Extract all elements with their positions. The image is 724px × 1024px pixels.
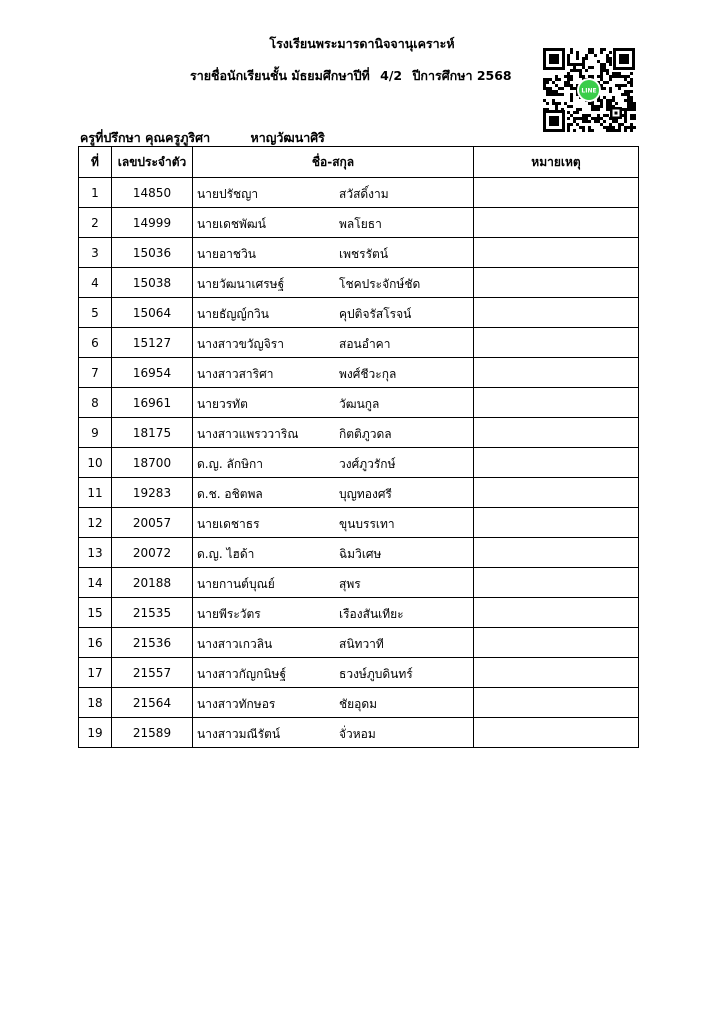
row-number: 19 bbox=[79, 718, 112, 748]
note-cell bbox=[474, 688, 639, 718]
table-row bbox=[79, 598, 639, 628]
student-id: 15038 bbox=[112, 268, 193, 298]
first-name: นายกานต์บุณย์ bbox=[197, 577, 275, 591]
row-number: 8 bbox=[79, 388, 112, 418]
table-row bbox=[79, 448, 639, 478]
last-name: สอนอำคา bbox=[339, 337, 391, 351]
student-id: 18700 bbox=[112, 448, 193, 478]
student-name-cell bbox=[193, 538, 474, 568]
note-cell bbox=[474, 238, 639, 268]
table-row bbox=[79, 538, 639, 568]
header-student-id: เลขประจำตัว bbox=[112, 147, 193, 178]
first-name: นางสาวขวัญจิรา bbox=[197, 337, 284, 351]
first-name: นายเดชาธร bbox=[197, 517, 260, 531]
last-name: คุปติจรัสโรจน์ bbox=[339, 307, 412, 321]
first-name: ด.ญ. ลักษิกา bbox=[197, 457, 263, 471]
student-name-cell bbox=[193, 238, 474, 268]
row-number: 1 bbox=[79, 178, 112, 208]
student-id: 21536 bbox=[112, 628, 193, 658]
student-id: 14999 bbox=[112, 208, 193, 238]
row-number: 13 bbox=[79, 538, 112, 568]
last-name: กิตติภูวดล bbox=[339, 427, 392, 441]
student-name-cell bbox=[193, 178, 474, 208]
first-name: ด.ญ. ไฮด้า bbox=[197, 547, 255, 561]
note-cell bbox=[474, 598, 639, 628]
first-name: ด.ช. อชิตพล bbox=[197, 487, 263, 501]
note-cell bbox=[474, 298, 639, 328]
row-number: 4 bbox=[79, 268, 112, 298]
table-row bbox=[79, 268, 639, 298]
note-cell bbox=[474, 268, 639, 298]
first-name: นางสาวกัญกนิษฐ์ bbox=[197, 667, 287, 681]
last-name: ฉิมวิเศษ bbox=[339, 547, 382, 561]
student-id: 15127 bbox=[112, 328, 193, 358]
student-id: 18175 bbox=[112, 418, 193, 448]
table-row bbox=[79, 568, 639, 598]
note-cell bbox=[474, 628, 639, 658]
student-name-cell bbox=[193, 718, 474, 748]
student-name-cell bbox=[193, 328, 474, 358]
note-cell bbox=[474, 388, 639, 418]
student-id: 16954 bbox=[112, 358, 193, 388]
last-name: จั่วหอม bbox=[339, 727, 376, 741]
academic-year: ปีการศึกษา 2568 bbox=[412, 68, 512, 83]
table-row bbox=[79, 478, 639, 508]
row-number: 5 bbox=[79, 298, 112, 328]
student-table bbox=[78, 146, 639, 748]
header-name: ชื่อ-สกุล bbox=[193, 147, 474, 178]
last-name: สุพร bbox=[339, 577, 361, 591]
last-name: โชคประจักษ์ชัด bbox=[339, 277, 421, 291]
class-number: 4/2 bbox=[380, 68, 403, 83]
student-name-cell bbox=[193, 268, 474, 298]
note-cell bbox=[474, 328, 639, 358]
student-name-cell bbox=[193, 358, 474, 388]
last-name: วัฒนกูล bbox=[339, 397, 380, 411]
student-id: 20057 bbox=[112, 508, 193, 538]
last-name: ธวงษ์ภูบดินทร์ bbox=[339, 667, 413, 681]
table-row bbox=[79, 238, 639, 268]
row-number: 7 bbox=[79, 358, 112, 388]
note-cell bbox=[474, 208, 639, 238]
table-row bbox=[79, 718, 639, 748]
row-number: 2 bbox=[79, 208, 112, 238]
row-number: 12 bbox=[79, 508, 112, 538]
note-cell bbox=[474, 358, 639, 388]
advisor-line bbox=[80, 128, 325, 148]
last-name: ขุนบรรเทา bbox=[339, 517, 395, 531]
note-cell bbox=[474, 448, 639, 478]
last-name: เรืองสันเทียะ bbox=[339, 607, 404, 621]
note-cell bbox=[474, 478, 639, 508]
advisor-last-name: หาญวัฒนาศิริ bbox=[250, 130, 325, 145]
school-name: โรงเรียนพระมารดานิจจานุเคราะห์ bbox=[269, 36, 455, 51]
student-name-cell bbox=[193, 598, 474, 628]
first-name: นายวัฒนาเศรษฐ์ bbox=[197, 277, 285, 291]
header-note: หมายเหตุ bbox=[474, 147, 639, 178]
student-name-cell bbox=[193, 448, 474, 478]
table-row bbox=[79, 358, 639, 388]
note-cell bbox=[474, 418, 639, 448]
student-id: 14850 bbox=[112, 178, 193, 208]
table-row bbox=[79, 688, 639, 718]
table-row bbox=[79, 208, 639, 238]
last-name: พลโยธา bbox=[339, 217, 382, 231]
student-name-cell bbox=[193, 388, 474, 418]
advisor-first-name: คุณครูภูริศา bbox=[145, 130, 211, 145]
table-row bbox=[79, 178, 639, 208]
last-name: ชัยอุดม bbox=[339, 697, 378, 711]
first-name: นางสาวแพรววาริณ bbox=[197, 427, 299, 441]
student-id: 20072 bbox=[112, 538, 193, 568]
student-id: 21589 bbox=[112, 718, 193, 748]
header-no: ที่ bbox=[79, 147, 112, 178]
row-number: 10 bbox=[79, 448, 112, 478]
last-name: พงศ์ชีวะกุล bbox=[339, 367, 397, 381]
note-cell bbox=[474, 658, 639, 688]
student-id: 21564 bbox=[112, 688, 193, 718]
row-number: 16 bbox=[79, 628, 112, 658]
student-name-cell bbox=[193, 298, 474, 328]
student-name-cell bbox=[193, 208, 474, 238]
first-name: นายปรัชญา bbox=[197, 187, 259, 201]
first-name: นายธัญญ์กวิน bbox=[197, 307, 269, 321]
student-id: 21557 bbox=[112, 658, 193, 688]
first-name: นายอาชวิน bbox=[197, 247, 257, 261]
student-id: 16961 bbox=[112, 388, 193, 418]
first-name: นางสาวเกวลิน bbox=[197, 637, 273, 651]
table-header-row bbox=[79, 147, 639, 178]
student-id: 15064 bbox=[112, 298, 193, 328]
note-cell bbox=[474, 538, 639, 568]
line-badge-label: LINE bbox=[581, 87, 597, 95]
first-name: นายพีระวัตร bbox=[197, 607, 261, 621]
row-number: 15 bbox=[79, 598, 112, 628]
row-number: 9 bbox=[79, 418, 112, 448]
table-row bbox=[79, 628, 639, 658]
note-cell bbox=[474, 508, 639, 538]
table-row bbox=[79, 658, 639, 688]
class-list-title bbox=[190, 66, 518, 86]
student-name-cell bbox=[193, 688, 474, 718]
first-name: นางสาวมณีรัตน์ bbox=[197, 727, 281, 741]
table-row bbox=[79, 388, 639, 418]
student-name-cell bbox=[193, 478, 474, 508]
student-name-cell bbox=[193, 568, 474, 598]
note-cell bbox=[474, 178, 639, 208]
row-number: 14 bbox=[79, 568, 112, 598]
student-name-cell bbox=[193, 418, 474, 448]
first-name: นางสาวสาริศา bbox=[197, 367, 274, 381]
last-name: วงศ์ภูวรักษ์ bbox=[339, 457, 396, 471]
last-name: สวัสดิ์งาม bbox=[339, 187, 389, 201]
student-id: 20188 bbox=[112, 568, 193, 598]
student-id: 19283 bbox=[112, 478, 193, 508]
row-number: 17 bbox=[79, 658, 112, 688]
first-name: นางสาวทักษอร bbox=[197, 697, 276, 711]
qr-code bbox=[542, 47, 636, 133]
student-name-cell bbox=[193, 628, 474, 658]
note-cell bbox=[474, 568, 639, 598]
first-name: นายเดชพัฒน์ bbox=[197, 217, 266, 231]
table-row bbox=[79, 328, 639, 358]
last-name: สนิทวาที bbox=[339, 637, 384, 651]
table-row bbox=[79, 508, 639, 538]
note-cell bbox=[474, 718, 639, 748]
row-number: 6 bbox=[79, 328, 112, 358]
row-number: 18 bbox=[79, 688, 112, 718]
student-name-cell bbox=[193, 508, 474, 538]
first-name: นายวรทัต bbox=[197, 397, 248, 411]
student-id: 21535 bbox=[112, 598, 193, 628]
advisor-label: ครูที่ปรึกษา bbox=[80, 130, 141, 145]
last-name: เพชรรัตน์ bbox=[339, 247, 389, 261]
row-number: 3 bbox=[79, 238, 112, 268]
row-number: 11 bbox=[79, 478, 112, 508]
student-id: 15036 bbox=[112, 238, 193, 268]
table-row bbox=[79, 418, 639, 448]
student-name-cell bbox=[193, 658, 474, 688]
list-title: รายชื่อนักเรียนชั้น มัธยมศึกษาปีที่ bbox=[190, 68, 370, 83]
last-name: บุญทองศรี bbox=[339, 487, 392, 501]
table-row bbox=[79, 298, 639, 328]
